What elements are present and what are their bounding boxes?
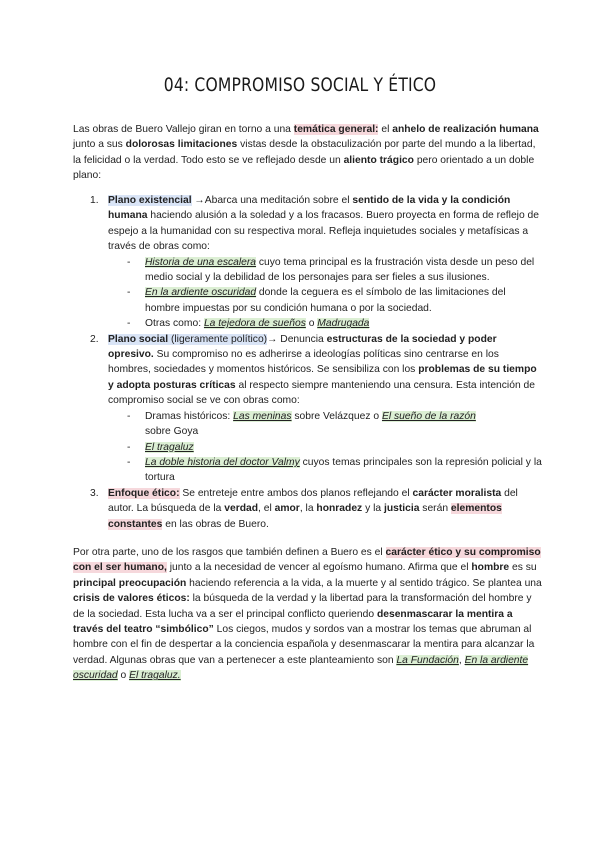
plane-item-etico <box>73 486 543 532</box>
closing-text-4: haciendo referencia a la vida, a la muerte y al sentido trágico. Se plantea una <box>186 577 542 589</box>
intro-bold-1: temática general: <box>293 124 379 135</box>
closing-text-7: , <box>458 654 465 666</box>
plane-bold-1: carácter moralista <box>412 487 502 499</box>
plane-bold-3: amor <box>274 503 300 515</box>
work-link[interactable]: En la ardiente oscuridad <box>145 287 257 299</box>
list-item <box>108 285 543 316</box>
intro-bold-4: aliento trágico <box>343 154 414 166</box>
closing-paragraph <box>73 545 543 684</box>
work-link[interactable]: En la ardiente oscuridad <box>73 654 529 682</box>
closing-bold-1: carácter ético y su compromiso con el ser humano, <box>73 547 541 574</box>
intro-bold-2: anhelo de realización humana <box>392 124 539 135</box>
plane-text-3: al respecto siempre manteniendo una censura. Esta intención de compromiso social se ve con obras como: <box>108 379 535 407</box>
list-item <box>108 316 543 331</box>
plane-arrow-text: →Abarca una meditación sobre el <box>191 195 353 206</box>
work-link[interactable]: El tragaluz. <box>129 670 181 682</box>
work-link[interactable]: Las meninas <box>233 410 292 422</box>
work-link[interactable]: Historia de una escalera <box>145 256 257 268</box>
work-link[interactable]: El sueño de la razón <box>381 410 476 422</box>
closing-text-6: Los ciegos, mudos y sordos van a mostrar los temas que abruman al hombre con el fin de despertar a la conciencia española y desenmascarar la mentira para alcanzar la verdad. Algunas obras que van a pertenecer a este planteamiento son <box>73 624 535 666</box>
list-item <box>108 455 543 486</box>
plane-label: Plano social <box>108 333 169 345</box>
intro-bold-3: dolorosas limitaciones <box>125 139 238 151</box>
closing-text-1: Por otra parte, uno de los rasgos que también definen a Buero es el <box>73 547 386 558</box>
closing-text-3: es su <box>509 562 537 574</box>
closing-bold-5: desenmascarar la mentira a través del teatro “simbólico” <box>73 608 513 636</box>
intro-text-1: Las obras de Buero Vallejo giran en torno a una <box>73 124 294 135</box>
closing-bold-3: principal preocupación <box>73 577 187 589</box>
plane-text-5: y la <box>362 503 384 515</box>
dash-bullet: - <box>127 441 131 453</box>
plane-paren: (ligeramente político) <box>168 333 268 345</box>
plane-text-6: serán <box>419 503 451 515</box>
intro-text-3: junto a sus <box>73 139 126 151</box>
item-text: donde la ceguera es el símbolo de las limitaciones del hombre impuestas por su condición humana o por la sociedad. <box>145 287 506 314</box>
work-link[interactable]: La Fundación <box>396 654 459 666</box>
closing-text-2: junto a la necesidad de vencer al egoísmo humano. Afirma que el <box>166 562 472 574</box>
plane-bold-4: honradez <box>316 503 363 515</box>
plane-bold-5: justicia <box>383 503 420 515</box>
closing-text-8: o <box>117 670 130 682</box>
work-link[interactable]: Madrugada <box>317 318 370 330</box>
item-prefix: Otras como: <box>145 318 204 330</box>
plane-bold-6: elementos constantes <box>108 503 502 530</box>
closing-bold-2: hombre <box>471 562 510 574</box>
plane-arrow-text: → Denuncia <box>267 333 327 345</box>
item-text: cuyos temas principales son la represión policial y la tortura <box>145 456 542 484</box>
plane-text-4: , la <box>299 503 317 515</box>
plane-bold-1: estructuras de la sociedad y poder opresivo. <box>108 333 497 361</box>
closing-bold-4: crisis de valores éticos: <box>73 593 190 605</box>
item-text: cuyo tema principal es la frustración vista desde un peso del medio social y la debilidad de los personajes para ser fieles a sus ilusiones. <box>145 256 535 284</box>
plane-text-2: haciendo alusión a la soledad y a los fracasos. Buero proyecta en forma de reflejo de espejo a la humanidad con su respectiva moral. Refleja inquietudes sociales y metafísicas a través de obras como: <box>108 210 540 253</box>
dash-bullet: - <box>127 456 131 468</box>
intro-text-2: el <box>378 124 393 135</box>
plane-text-2: del autor. La búsqueda de la <box>108 487 518 515</box>
work-link[interactable]: La doble historia del doctor Valmy <box>145 456 300 468</box>
plane-bold-2: problemas de su tiempo y adopta posturas críticas <box>108 364 537 391</box>
list-item <box>108 255 543 286</box>
item-mid: sobre Velázquez o <box>291 410 382 422</box>
plane-text-2: Su compromiso no es adherirse a ideologías políticas sino centrarse en los hombres, sociedades y momentos históricos. Se sensibiliza con los <box>108 349 499 376</box>
plane-label: Plano existencial <box>108 195 192 206</box>
dash-bullet: - <box>127 256 131 268</box>
plane-text-7: en las obras de Buero. <box>162 518 269 530</box>
list-number: 2. <box>90 333 99 345</box>
item-text: sobre Goya <box>145 426 199 438</box>
work-link[interactable]: El tragaluz <box>145 441 194 453</box>
works-list <box>108 409 543 486</box>
list-number: 3. <box>90 487 99 499</box>
closing-text-5: la búsqueda de la verdad y la libertad para la transformación del hombre y de la sociedad. Esta lucha va a ser el principal conflicto queriendo <box>73 593 532 620</box>
page-title: 04: COMPROMISO SOCIAL Y ÉTICO <box>163 74 437 96</box>
list-item <box>108 409 543 440</box>
intro-text-5: pero orientado a un doble plano: <box>73 154 535 182</box>
planes-list <box>73 193 543 532</box>
item-mid: o <box>305 318 318 330</box>
dash-bullet: - <box>127 318 131 330</box>
list-number: 1. <box>90 195 99 206</box>
intro-text-4: vistas desde la obstaculización por parte del mundo a la libertad, la felicidad o la verdad. Todo esto se ve reflejado desde un <box>73 139 536 166</box>
plane-bold-1: sentido de la vida y la condición humana <box>108 195 511 222</box>
list-item <box>108 440 543 455</box>
plane-item-existencial <box>73 193 543 332</box>
work-link[interactable]: La tejedora de sueños <box>203 318 306 330</box>
works-list <box>108 255 543 332</box>
plane-item-social <box>73 332 543 486</box>
plane-label: Enfoque ético: <box>108 487 180 499</box>
item-prefix: Dramas históricos: <box>145 410 234 422</box>
intro-paragraph <box>73 122 543 184</box>
dash-bullet: - <box>127 287 131 299</box>
plane-text-1: Se entreteje entre ambos dos planos reflejando el <box>179 487 413 499</box>
plane-text-3: , el <box>258 503 275 515</box>
dash-bullet: - <box>127 410 131 422</box>
plane-bold-2: verdad <box>224 503 259 515</box>
